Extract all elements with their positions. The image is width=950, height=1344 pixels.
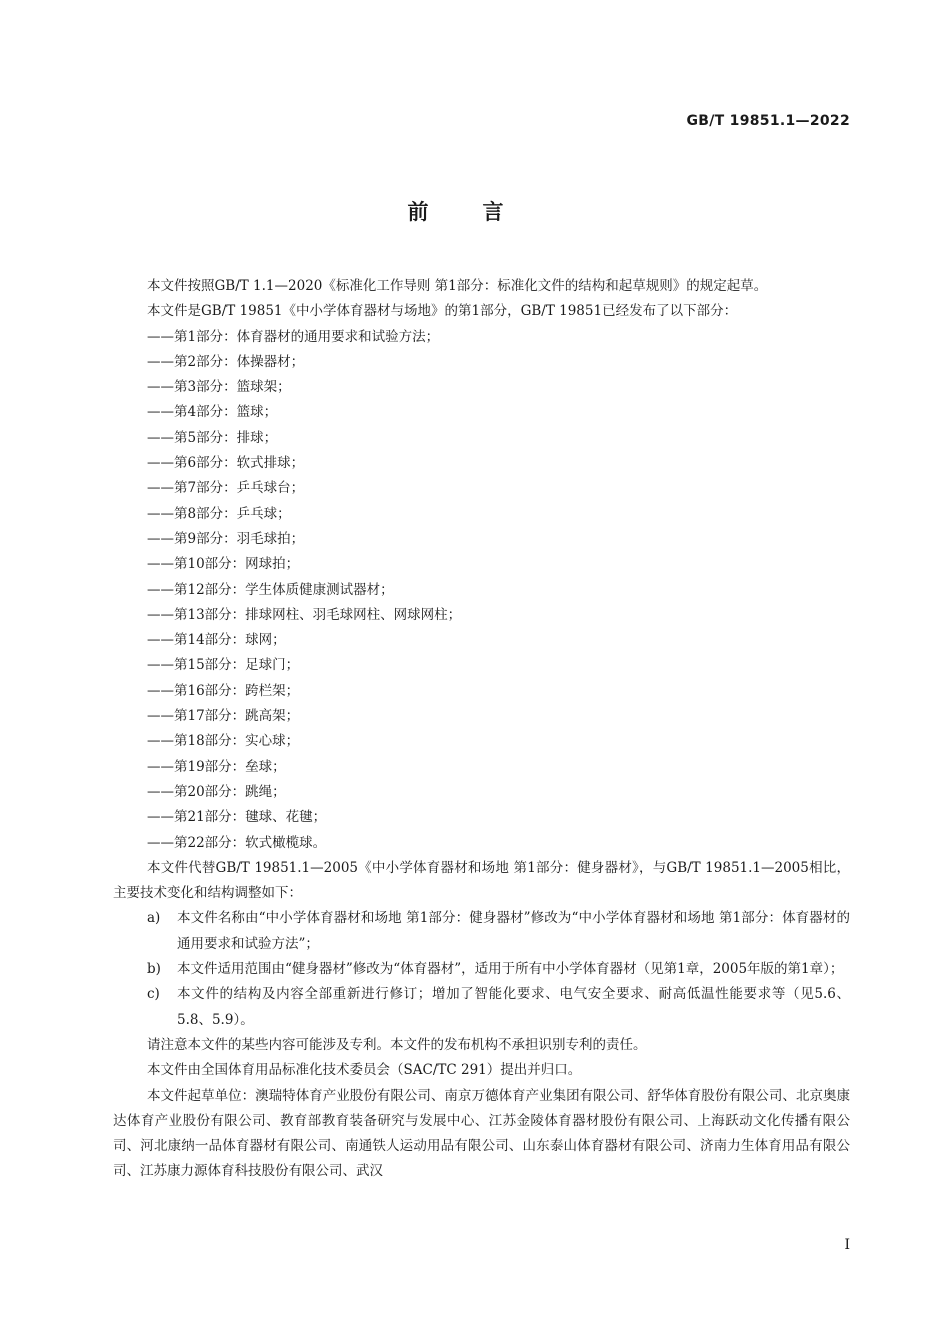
parts-list — [113, 325, 850, 856]
paragraph-part-intro: 本文件是GB/T 19851《中小学体育器材与场地》的第1部分，GB/T 19851已经发布了以下部分： — [147, 303, 738, 320]
list-item: ——第1部分：体育器材的通用要求和试验方法； — [147, 328, 440, 345]
list-item: ——第21部分：毽球、花毽； — [147, 809, 327, 826]
paragraph-replacement: 本文件代替GB/T 19851.1—2005《中小学体育器材和场地 第1部分：健身器材》，与GB/T 19851.1—2005相比，主要技术变化和结构调整如下： — [113, 859, 850, 902]
paragraph-drafting-rules: 本文件按照GB/T 1.1—2020《标准化工作导则 第1部分：标准化文件的结构和起草规则》的规定起草。 — [147, 278, 768, 294]
list-item: ——第9部分：羽毛球拍； — [147, 530, 305, 547]
list-item: ——第8部分：乒乓球； — [147, 505, 291, 522]
paragraph-proposer: 本文件由全国体育用品标准化技术委员会（SAC/TC 291）提出并归口。 — [147, 1062, 582, 1079]
list-item: ——第16部分：跨栏架； — [147, 682, 300, 699]
list-item: ——第13部分：排球网柱、羽毛球网柱、网球网柱； — [147, 606, 462, 623]
change-item-b — [113, 957, 850, 982]
list-item: ——第2部分：体操器材； — [147, 353, 305, 370]
item-marker: a) — [147, 910, 161, 927]
list-item: ——第22部分：软式橄榄球。 — [147, 834, 327, 851]
list-item: ——第7部分：乒乓球台； — [147, 480, 305, 497]
changes-list — [113, 906, 850, 1032]
list-item: ——第15部分：足球门； — [147, 657, 300, 674]
item-text: 本文件适用范围由“健身器材”修改为“体育器材”，适用于所有中小学体育器材（见第1章，2005年版的第1章）； — [177, 961, 844, 978]
paragraph-drafting-units: 本文件起草单位：澳瑞特体育产业股份有限公司、南京万德体育产业集团有限公司、舒华体育股份有限公司、北京奥康达体育产业股份有限公司、教育部教育装备研究与发展中心、江苏金陵体育器材股份有限公司、上海跃动文化传播有限公司、河北康纳一品体育器材有限公司、南通铁人运动用品有限公司、山东泰山体育器材有限公司、济南力生体育用品有限公司、江苏康力源体育科技股份有限公司、武汉 — [113, 1087, 850, 1180]
list-item: ——第17部分：跳高架； — [147, 708, 300, 725]
page-title: 前言 — [407, 200, 558, 224]
item-marker: c) — [147, 986, 160, 1003]
list-item: ——第19部分：垒球； — [147, 758, 286, 775]
change-item-c — [113, 982, 850, 1033]
list-item: ——第10部分：网球拍； — [147, 556, 300, 573]
paragraph-patent-notice: 请注意本文件的某些内容可能涉及专利。本文件的发布机构不承担识别专利的责任。 — [147, 1036, 647, 1053]
item-text: 本文件名称由“中小学体育器材和场地 第1部分：健身器材”修改为“中小学体育器材和场地 第1部分：体育器材的通用要求和试验方法”； — [177, 910, 850, 952]
item-text: 本文件的结构及内容全部重新进行修订；增加了智能化要求、电气安全要求、耐高低温性能要求等（见5.6、5.8、5.9）。 — [177, 986, 850, 1028]
list-item: ——第12部分：学生体质健康测试器材； — [147, 581, 394, 598]
list-item: ——第4部分：篮球； — [147, 404, 278, 421]
list-item: ——第18部分：实心球； — [147, 733, 300, 750]
list-item: ——第6部分：软式排球； — [147, 455, 305, 472]
list-item: ——第14部分：球网； — [147, 632, 286, 649]
list-item: ——第3部分：篮球架； — [147, 379, 291, 396]
standard-number: GB/T 19851.1—2022 — [686, 113, 850, 129]
item-marker: b) — [147, 961, 161, 978]
change-item-a — [113, 906, 850, 957]
page-number: I — [844, 1237, 850, 1253]
document-body — [113, 274, 850, 1185]
list-item: ——第20部分：跳绳； — [147, 783, 286, 800]
list-item: ——第5部分：排球； — [147, 429, 278, 446]
